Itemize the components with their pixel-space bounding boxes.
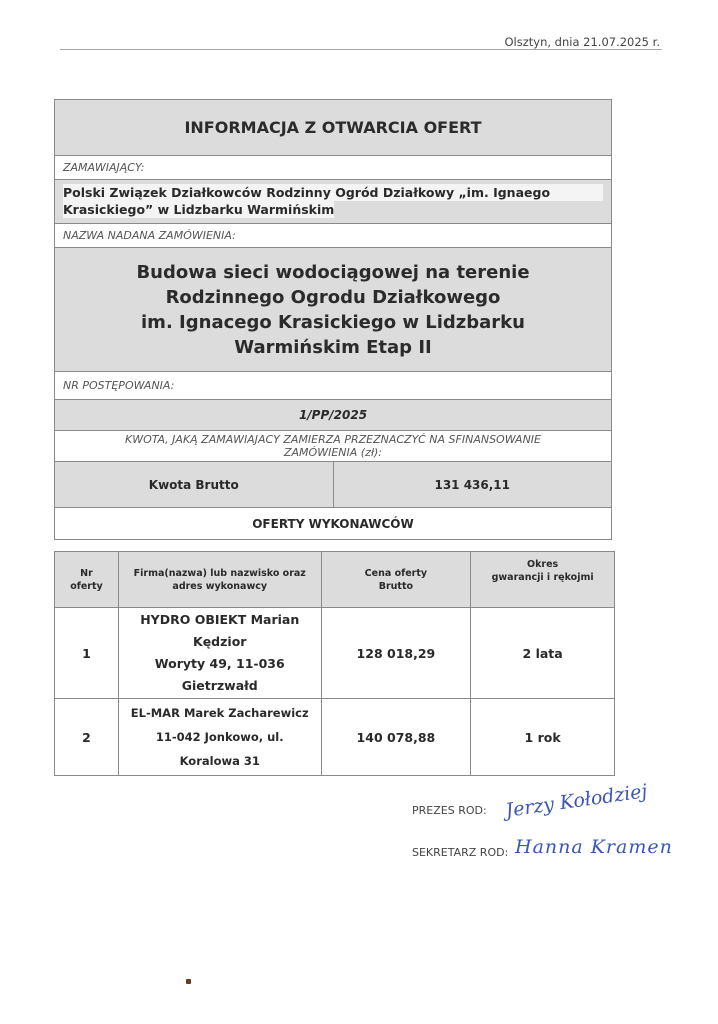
order-name-line: Budowa sieci wodociągowej na terenie [136, 261, 530, 283]
procedure-no-label: NR POSTĘPOWANIA: [55, 372, 611, 400]
header-line: gwarancji i rękojmi [491, 572, 594, 583]
offer-price: 128 018,29 [321, 608, 471, 699]
order-name [55, 248, 611, 372]
header-line: Firma(nazwa) lub nazwisko oraz [133, 567, 306, 579]
offer-firm [118, 699, 321, 776]
place-date: Olsztyn, dnia 21.07.2025 r. [504, 35, 660, 49]
header-firm [118, 552, 321, 608]
ink-spot [186, 979, 191, 984]
client-name [55, 180, 611, 224]
table-row [55, 699, 615, 776]
client-name-line: Polski Związek Działkowców Rodzinny Ogród Działkowy „im. Ignaego [63, 184, 603, 201]
offer-warranty: 1 rok [471, 699, 615, 776]
header-line: Brutto [378, 580, 414, 592]
amount-name: Kwota Brutto [55, 462, 334, 507]
offer-price: 140 078,88 [321, 699, 471, 776]
order-name-label: NAZWA NADANA ZAMÓWIENIA: [55, 224, 611, 248]
header-line: Nr [80, 567, 93, 579]
client-label: ZAMAWIAJĄCY: [55, 156, 611, 180]
offer-nr: 2 [55, 699, 119, 776]
firm-line: Woryty 49, 11-036 Gietrzwałd [154, 656, 285, 693]
firm-line: 11-042 Jonkowo, ul. [155, 730, 284, 744]
president-signature: Jerzy Kołodziej [504, 780, 649, 822]
header-line: Okres [527, 559, 559, 570]
amount-label [55, 431, 611, 462]
order-name-line: Rodzinnego Ogrodu Działkowego [165, 286, 501, 308]
header-rule [60, 49, 662, 50]
offer-warranty: 2 lata [471, 608, 615, 699]
offers-header-row [55, 552, 615, 608]
header-price [321, 552, 471, 608]
header-line: adres wykonawcy [172, 580, 268, 592]
form-title: INFORMACJA Z OTWARCIA OFERT [55, 100, 611, 156]
amount-label-line: ZAMÓWIENIA (zł): [284, 446, 382, 459]
order-name-line: Warmińskim Etap II [234, 336, 432, 358]
firm-line: Koralowa 31 [179, 754, 260, 768]
order-name-line: im. Ignacego Krasickiego w Lidzbarku [141, 311, 525, 333]
offer-firm [118, 608, 321, 699]
secretary-label: SEKRETARZ ROD: [412, 846, 509, 859]
procedure-no: 1/PP/2025 [55, 400, 611, 431]
offers-title: OFERTY WYKONAWCÓW [252, 516, 414, 531]
firm-line: HYDRO OBIEKT Marian Kędzior [140, 612, 300, 649]
amount-value: 131 436,11 [434, 477, 511, 492]
president-label: PREZES ROD: [412, 804, 487, 817]
header-warranty [471, 552, 615, 608]
header-offer-nr [55, 552, 119, 608]
info-form [54, 99, 612, 540]
offers-table [54, 551, 615, 776]
amount-label-line: KWOTA, JAKĄ ZAMAWIAJACY ZAMIERZA PRZEZNACZYĆ NA SFINANSOWANIE [125, 433, 541, 446]
table-row [55, 608, 615, 699]
client-name-line: Krasickiego” w Lidzbarku Warmińskim [63, 202, 335, 217]
amount-row [55, 462, 611, 508]
header-line: oferty [70, 580, 103, 592]
offer-nr: 1 [55, 608, 119, 699]
secretary-signature: Hanna Kramen [515, 836, 673, 858]
header-line: Cena oferty [364, 567, 428, 579]
firm-line: EL-MAR Marek Zacharewicz [130, 706, 309, 720]
